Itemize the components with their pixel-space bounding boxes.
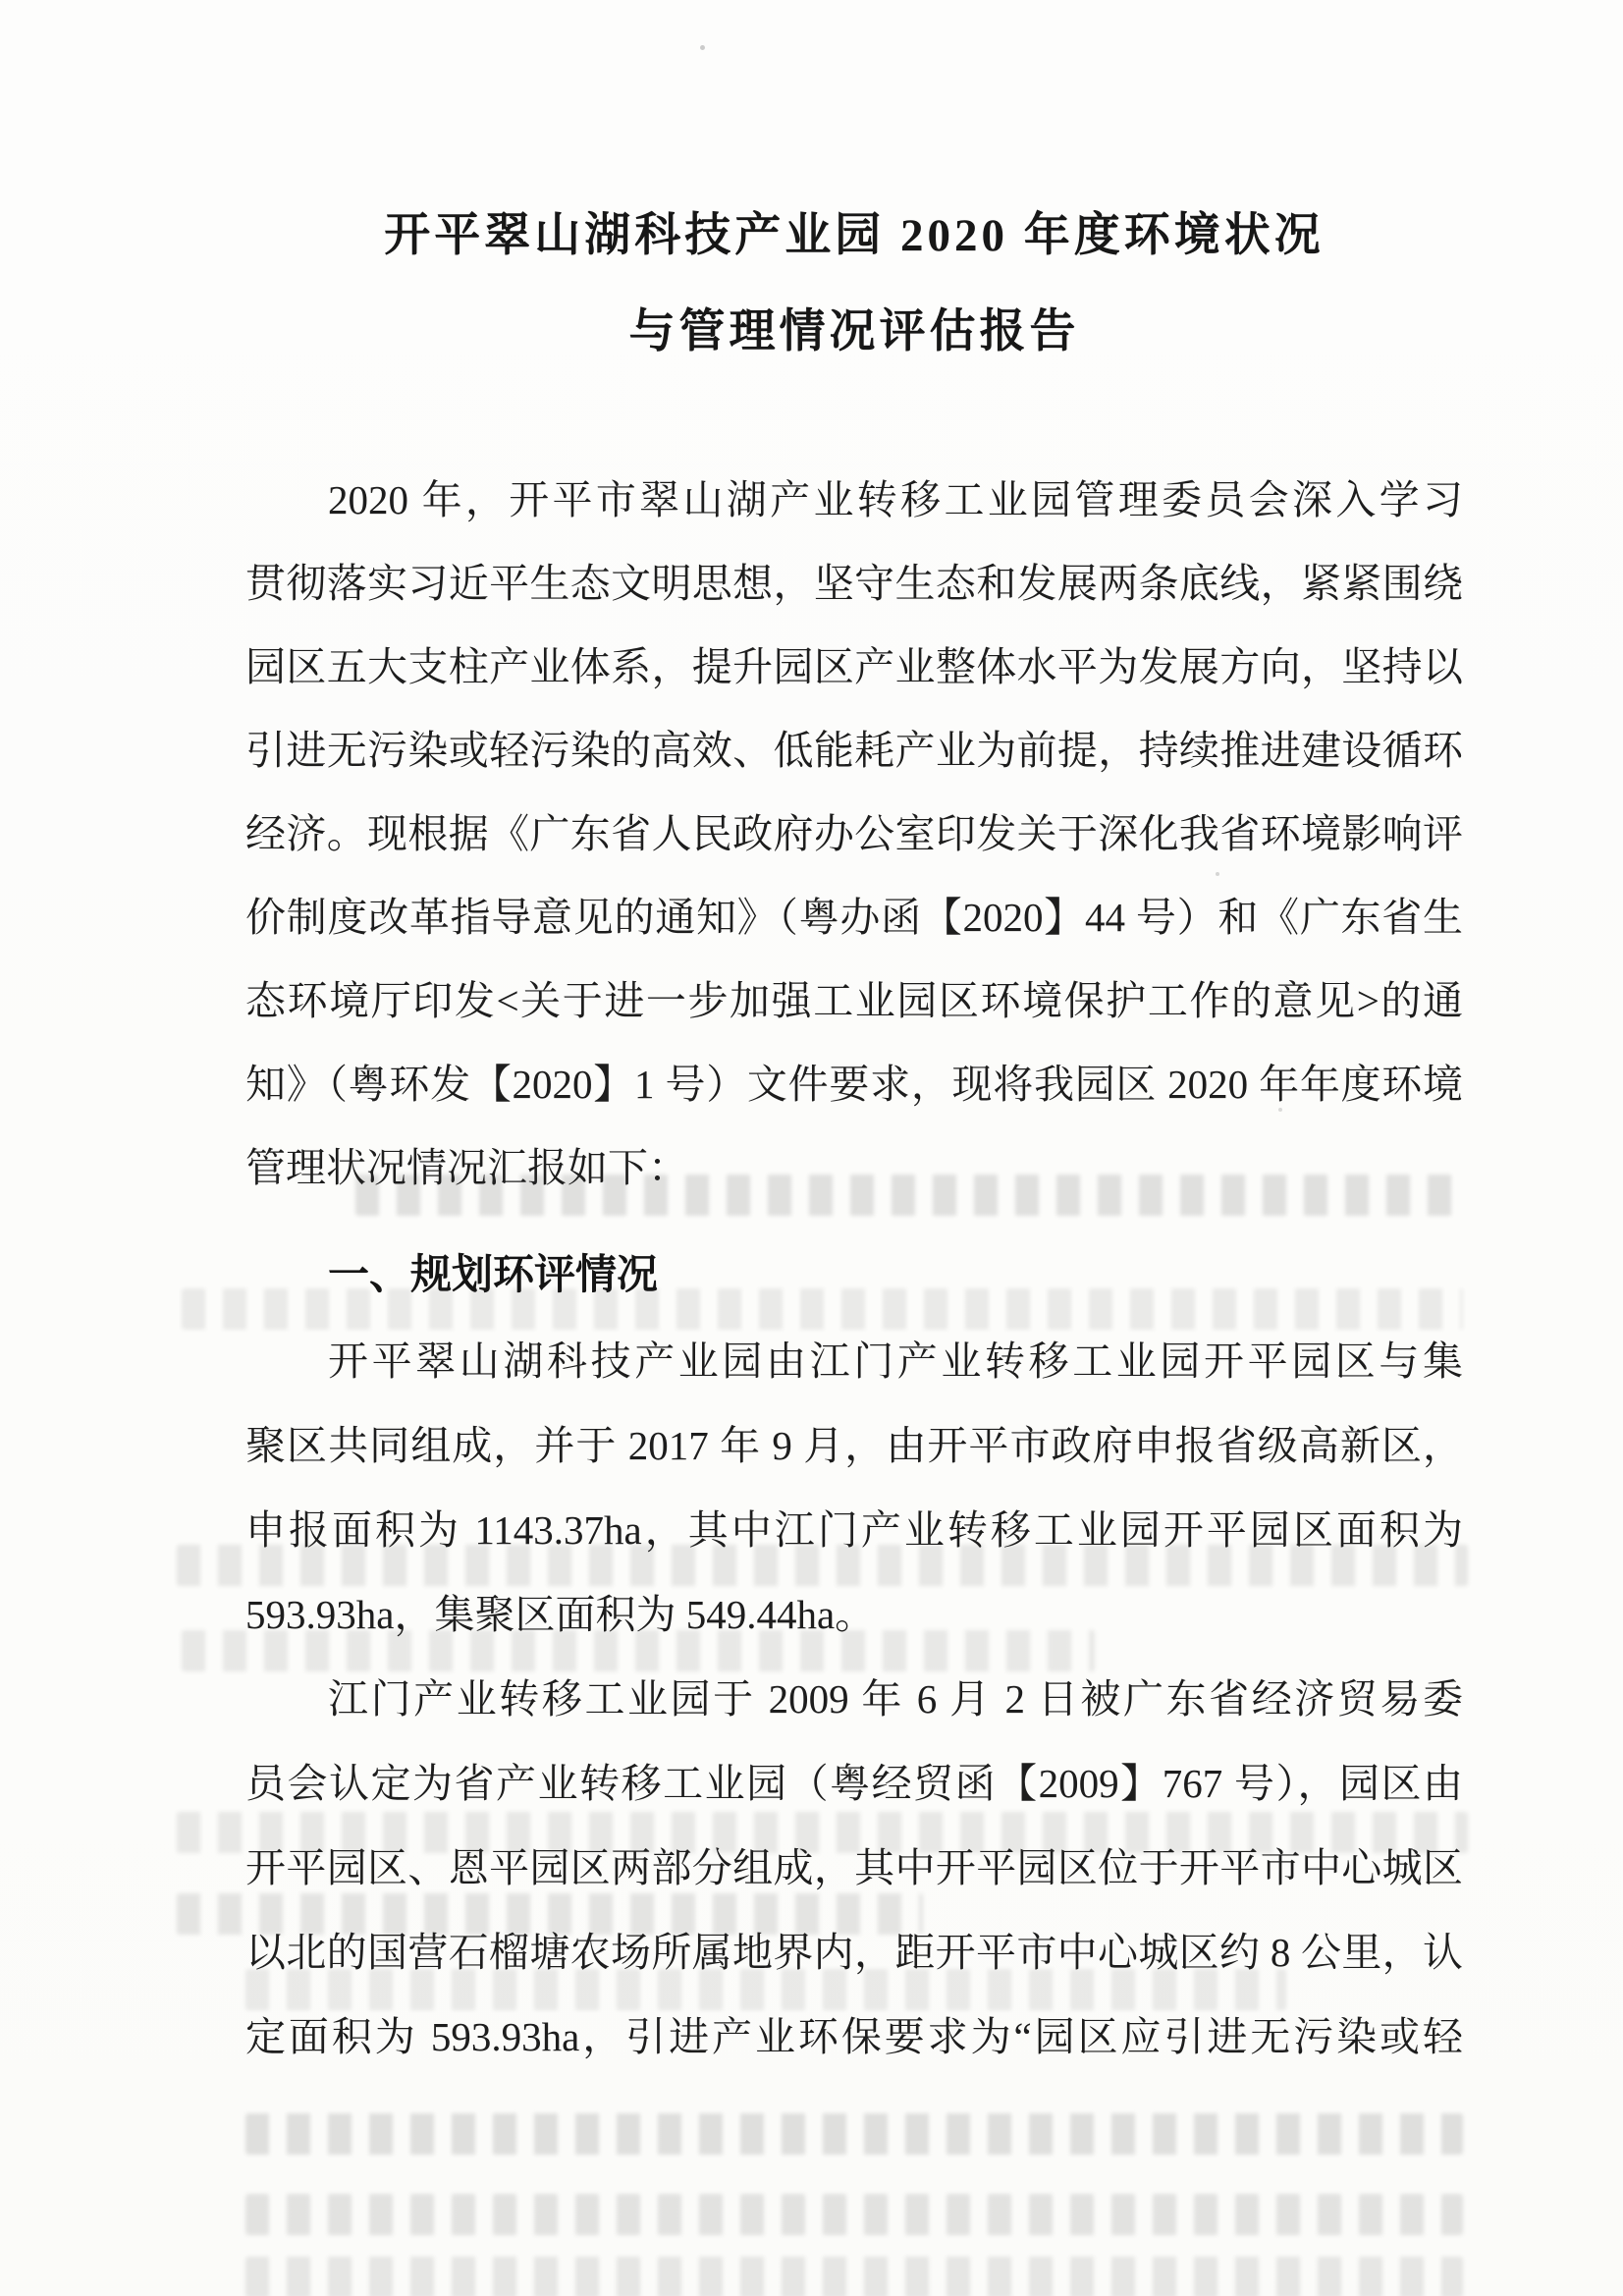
body-line: 申报面积为 1143.37ha，其中江门产业转移工业园开平园区面积为 (245, 1507, 1463, 1553)
body-line: 贯彻落实习近平生态文明思想，坚守生态和发展两条底线，紧紧围绕 (245, 561, 1463, 606)
body-line: 引进无污染或轻污染的高效、低能耗产业为前提，持续推进建设循环 (245, 728, 1463, 773)
document-title-line1: 开平翠山湖科技产业园 2020 年度环境状况 (384, 210, 1325, 261)
body-line: 开平园区、恩平园区两部分组成，其中开平园区位于开平市中心城区 (245, 1845, 1463, 1890)
scan-speck (1216, 872, 1219, 876)
body-line: 以北的国营石榴塘农场所属地界内，距开平市中心城区约 8 公里，认 (245, 1930, 1463, 1975)
bleedthrough-text-artifact (182, 1630, 1095, 1671)
bleedthrough-text-artifact (355, 1175, 1463, 1216)
body-line: 经济。现根据《广东省人民政府办公室印发关于深化我省环境影响评 (245, 811, 1463, 856)
body-line: 江门产业转移工业园于 2009 年 6 月 2 日被广东省经济贸易委 (328, 1676, 1463, 1722)
bleedthrough-text-artifact (245, 2257, 1463, 2296)
bleedthrough-text-artifact (245, 2113, 1463, 2155)
body-line: 态环境厅印发<关于进一步加强工业园区环境保护工作的意见>的通 (245, 978, 1463, 1023)
body-line: 价制度改革指导意见的通知》（粤办函【2020】44 号）和《广东省生 (245, 895, 1463, 940)
body-line: 开平翠山湖科技产业园由江门产业转移工业园开平园区与集 (328, 1339, 1463, 1384)
bleedthrough-text-artifact (245, 1969, 1286, 2010)
bleedthrough-text-artifact (177, 1545, 1468, 1586)
body-line: 员会认定为省产业转移工业园（粤经贸函【2009】767 号），园区由 (245, 1761, 1463, 1806)
bleedthrough-text-artifact (177, 1893, 923, 1935)
body-line: 聚区共同组成，并于 2017 年 9 月，由开平市政府申报省级高新区， (245, 1423, 1463, 1468)
body-line: 定面积为 593.93ha，引进产业环保要求为“园区应引进无污染或轻 (245, 2014, 1463, 2059)
body-line: 593.93ha，集聚区面积为 549.44ha。 (245, 1592, 876, 1637)
bleedthrough-text-artifact (245, 2194, 1463, 2235)
scan-speck (1278, 1108, 1282, 1112)
bleedthrough-text-artifact (177, 1812, 1468, 1853)
bleedthrough-text-artifact (182, 1288, 1463, 1330)
scan-speck (700, 45, 705, 50)
section-heading: 一、规划环评情况 (328, 1253, 659, 1298)
body-line: 园区五大支柱产业体系，提升园区产业整体水平为发展方向，坚持以 (245, 644, 1463, 689)
body-line: 管理状况情况汇报如下： (245, 1145, 688, 1190)
body-line: 2020 年，开平市翠山湖产业转移工业园管理委员会深入学习 (328, 477, 1463, 522)
document-title-line2: 与管理情况评估报告 (628, 306, 1080, 357)
body-line: 知》（粤环发【2020】1 号）文件要求，现将我园区 2020 年年度环境 (245, 1062, 1463, 1107)
